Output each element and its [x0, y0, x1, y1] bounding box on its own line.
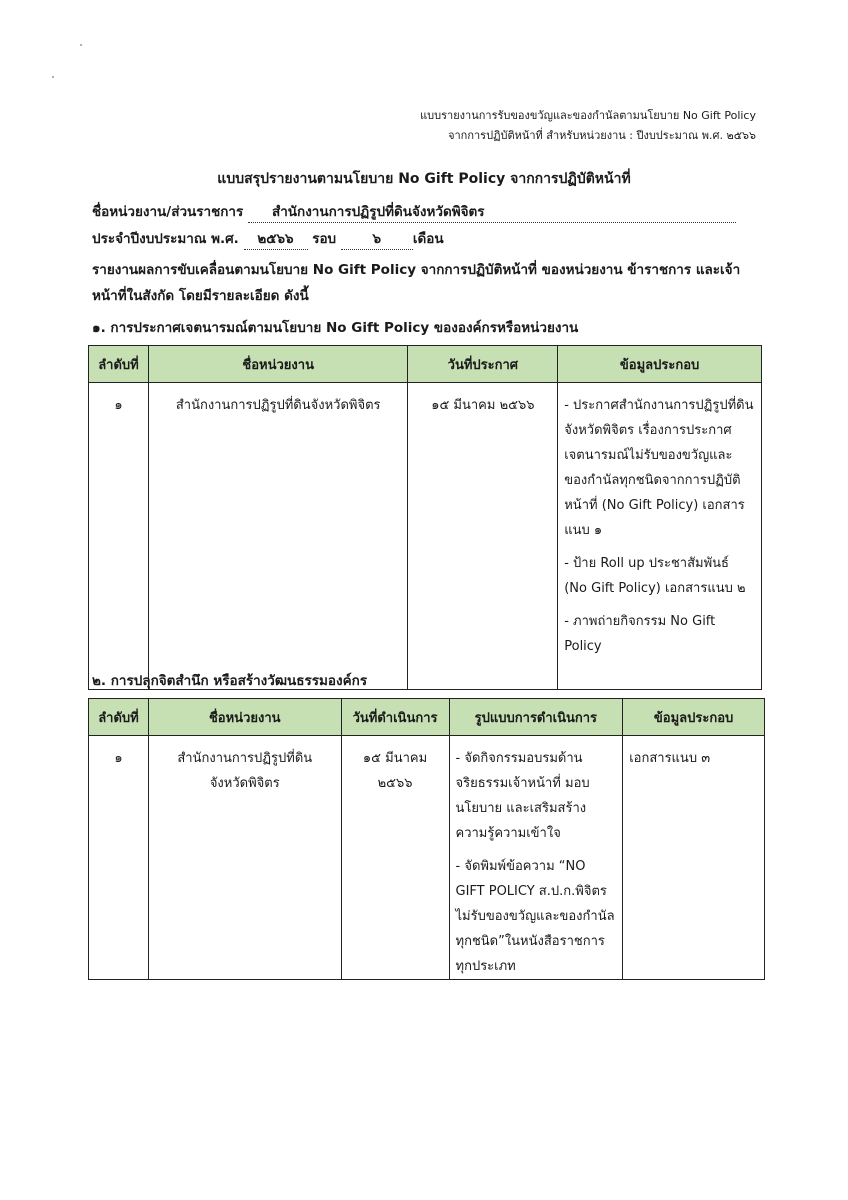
- agency-value: สำนักงานการปฏิรูปที่ดินจังหวัดพิจิตร: [248, 200, 736, 223]
- row-agency: สำนักงานการปฏิรูปที่ดินจังหวัดพิจิตร: [148, 736, 341, 980]
- table-header-row: [89, 699, 765, 736]
- col-header-agency: ชื่อหน่วยงาน: [148, 346, 408, 383]
- scan-speck: [52, 76, 54, 78]
- row-details: เอกสารแนบ ๓: [623, 736, 765, 980]
- col-header-date: วันที่ดำเนินการ: [341, 699, 449, 736]
- detail-item: - ประกาศสำนักงานการปฏิรูปที่ดินจังหวัดพิจิตร เรื่องการประกาศเจตนารมณ์ไม่รับของขวัญและของกำนัลทุกชนิดจากการปฏิบัติหน้าที่ (No Gift Policy) เอกสารแนบ ๑: [564, 398, 754, 538]
- table-row: [89, 383, 762, 690]
- detail-item: - ภาพถ่ายกิจกรรม No Gift Policy: [564, 614, 716, 654]
- section2-table: [88, 698, 765, 980]
- row-date: ๑๕ มีนาคม ๒๕๖๖: [341, 736, 449, 980]
- section1-heading: ๑. การประกาศเจตนารมณ์ตามนโยบาย No Gift Policy ขององค์กรหรือหน่วยงาน: [92, 320, 579, 336]
- detail-item: - ป้าย Roll up ประชาสัมพันธ์ (No Gift Policy) เอกสารแนบ ๒: [564, 556, 746, 596]
- col-header-details: ข้อมูลประกอบ: [623, 699, 765, 736]
- form-header-line2: จากการปฏิบัติหน้าที่ สำหรับหน่วยงาน : ปีงบประมาณ พ.ศ. ๒๕๖๖: [448, 129, 756, 142]
- fiscal-label: ประจำปีงบประมาณ พ.ศ.: [92, 231, 239, 247]
- col-header-date: วันที่ประกาศ: [408, 346, 558, 383]
- activity-item: - จัดกิจกรรมอบรมด้านจริยธรรมเจ้าหน้าที่ มอบนโยบาย และเสริมสร้างความรู้ความเข้าใจ: [455, 751, 590, 841]
- form-header: [420, 106, 756, 146]
- section2-heading: ๒. การปลุกจิตสำนึก หรือสร้างวัฒนธรรมองค์กร: [92, 673, 368, 689]
- col-header-no: ลำดับที่: [89, 346, 149, 383]
- col-header-details: ข้อมูลประกอบ: [558, 346, 762, 383]
- row-no: ๑: [89, 383, 149, 690]
- row-date: ๑๕ มีนาคม ๒๕๖๖: [408, 383, 558, 690]
- col-header-activity: รูปแบบการดำเนินการ: [449, 699, 623, 736]
- document-title: แบบสรุปรายงานตามนโยบาย No Gift Policy จากการปฏิบัติหน้าที่: [217, 171, 631, 187]
- fiscal-year: ๒๕๖๖: [244, 227, 308, 250]
- intro-paragraph: รายงานผลการขับเคลื่อนตามนโยบาย No Gift Policy จากการปฏิบัติหน้าที่ ของหน่วยงาน ข้าราชการ และเจ้าหน้าที่ในสังกัด โดยมีรายละเอียด ดังนี้: [92, 262, 741, 304]
- table-row: [89, 736, 765, 980]
- agency-row: [92, 200, 736, 223]
- row-details: [558, 383, 762, 690]
- form-header-line1: แบบรายงานการรับของขวัญและของกำนัลตามนโยบาย No Gift Policy: [420, 109, 756, 122]
- activity-item: - จัดพิมพ์ข้อความ “NO GIFT POLICY ส.ป.ก.พิจิตร ไม่รับของขวัญและของกำนัลทุกชนิด”ในหนังสือราชการทุกประเภท: [455, 859, 615, 974]
- round-value: ๖: [341, 227, 413, 250]
- scan-speck: [80, 44, 82, 46]
- col-header-no: ลำดับที่: [89, 699, 149, 736]
- row-activities: [449, 736, 623, 980]
- fiscal-row: [92, 227, 444, 250]
- round-label: รอบ: [312, 231, 337, 247]
- row-agency: สำนักงานการปฏิรูปที่ดินจังหวัดพิจิตร: [148, 383, 408, 690]
- month-label: เดือน: [412, 231, 444, 247]
- row-no: ๑: [89, 736, 149, 980]
- agency-label: ชื่อหน่วยงาน/ส่วนราชการ: [92, 204, 244, 220]
- table-header-row: [89, 346, 762, 383]
- col-header-agency: ชื่อหน่วยงาน: [148, 699, 341, 736]
- section1-table: [88, 345, 762, 690]
